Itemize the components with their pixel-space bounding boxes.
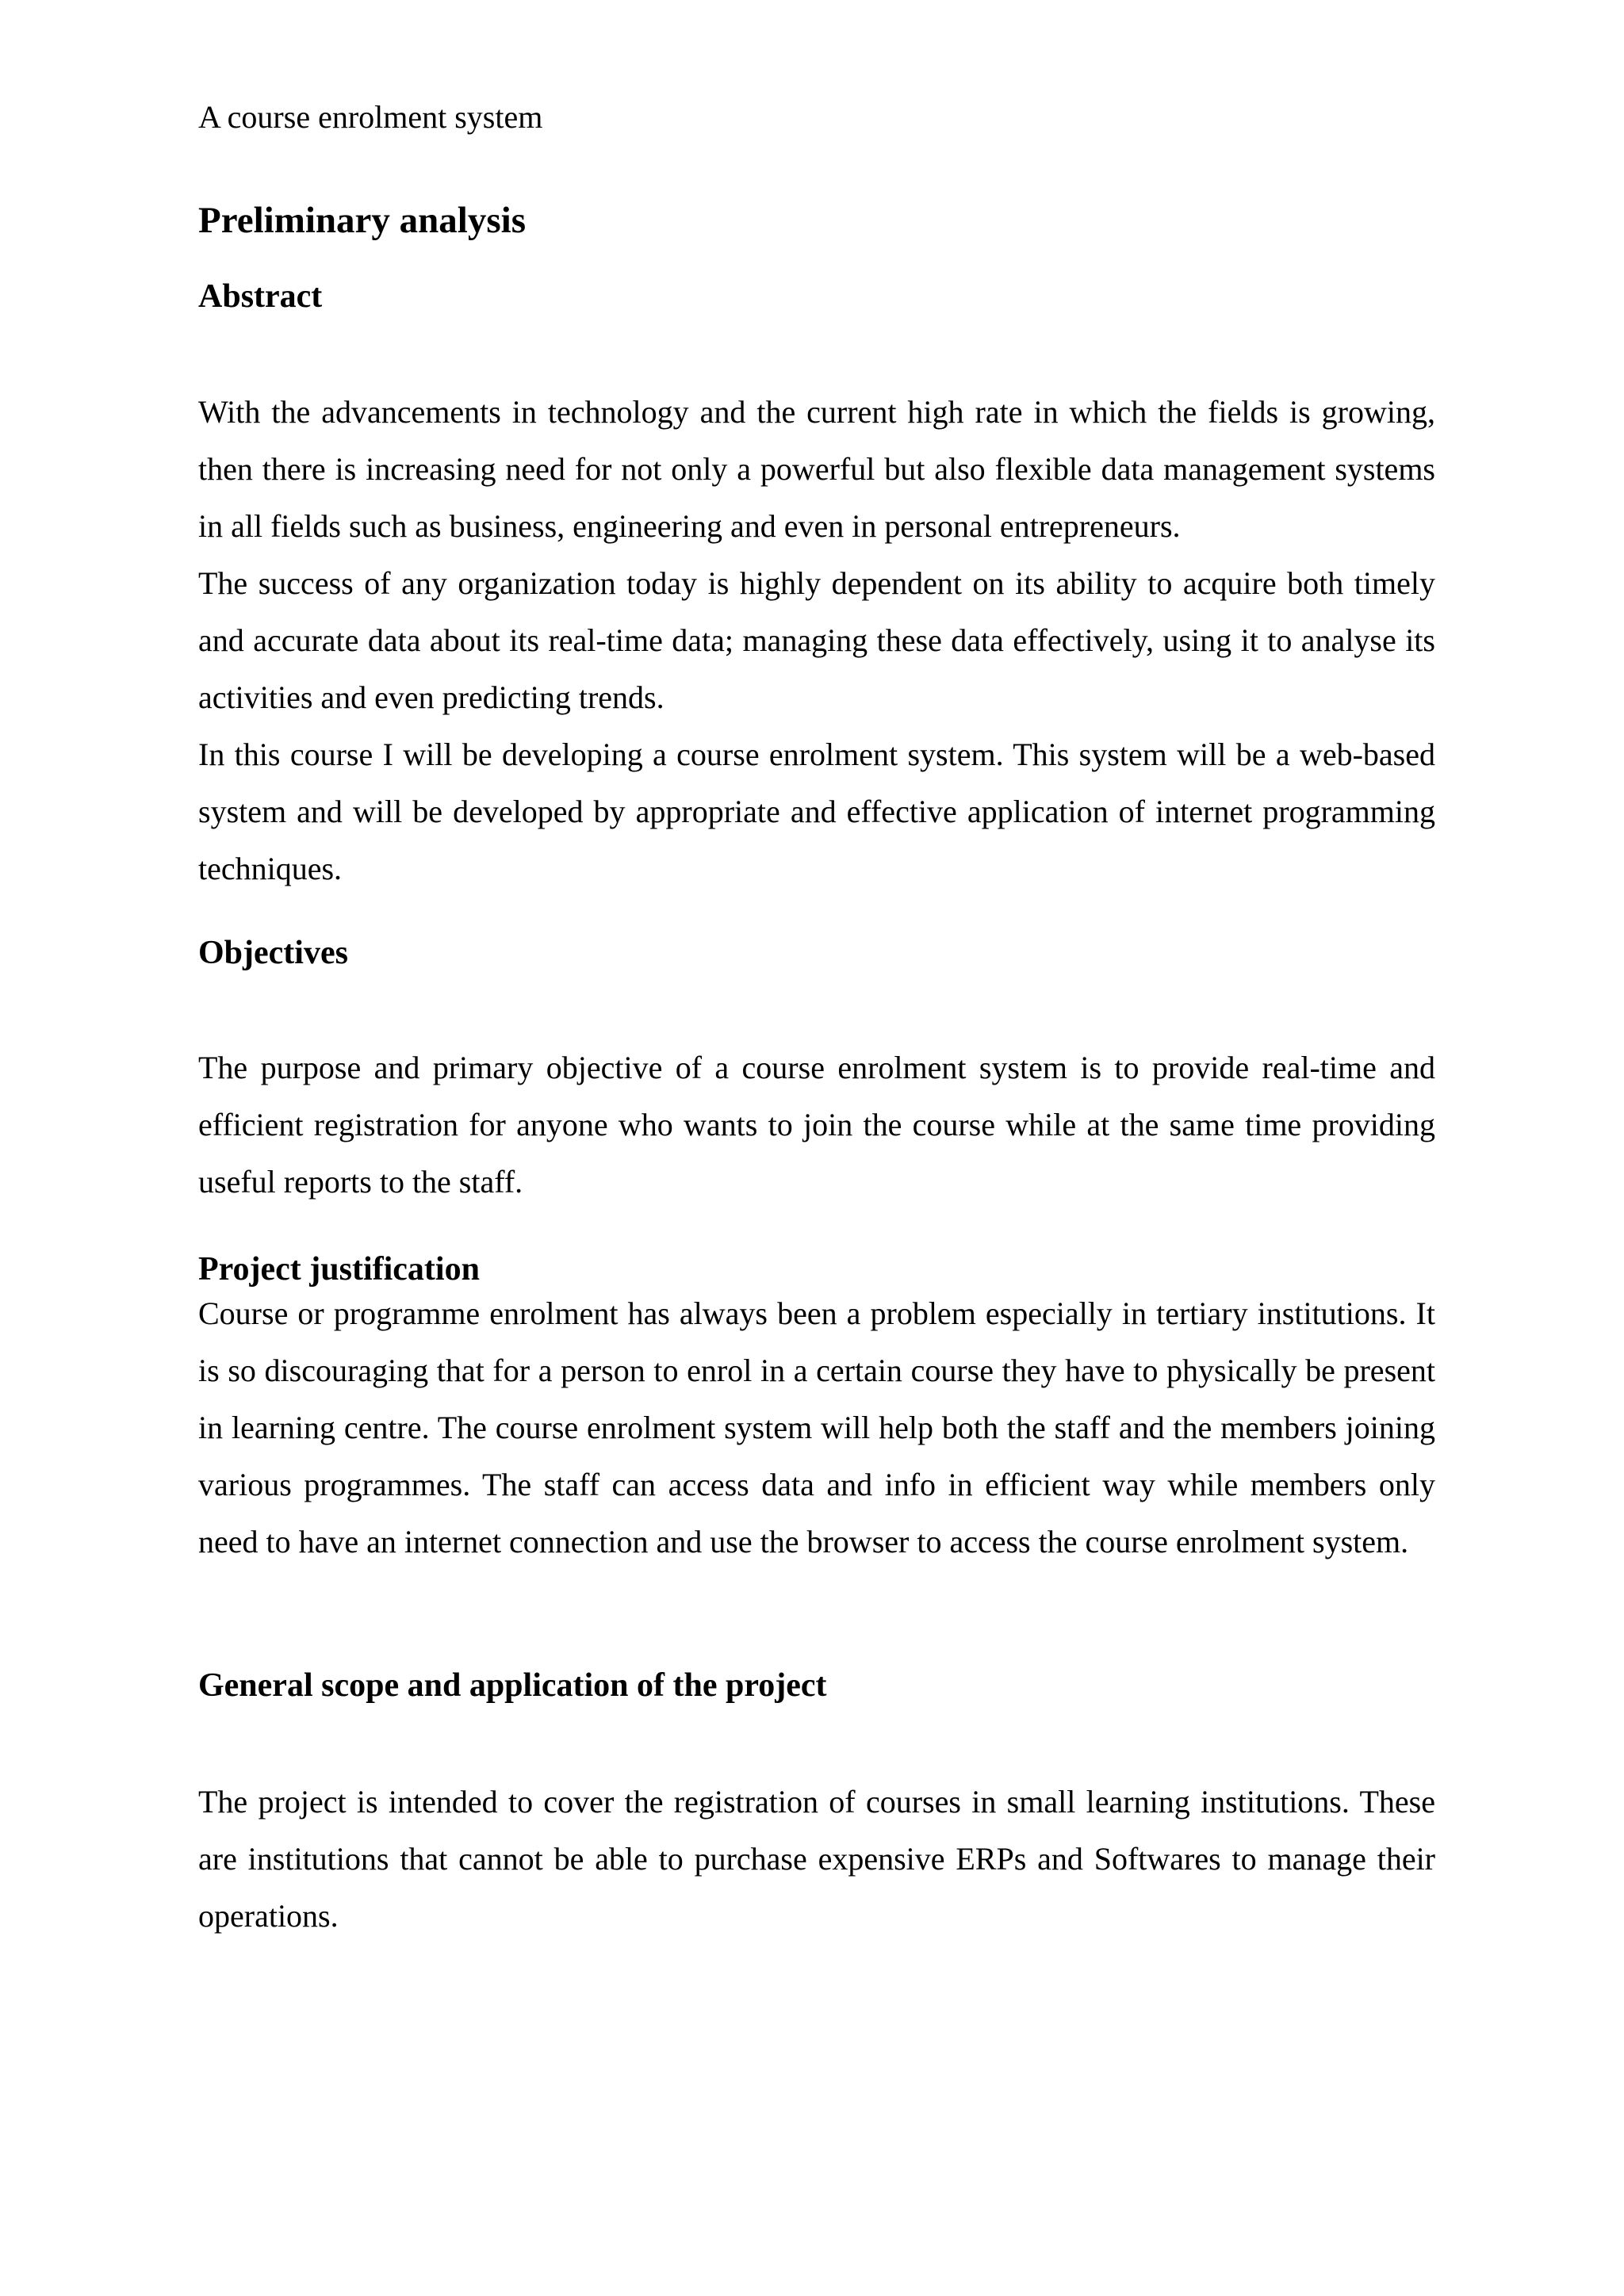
heading-general-scope: General scope and application of the project	[198, 1667, 827, 1704]
paragraph: The purpose and primary objective of a course enrolment system is to provide real-time and efficient registration for anyone who wants to join the course while at the same time providing useful reports to the staff.	[198, 1050, 1435, 1200]
paragraph: In this course I will be developing a course enrolment system. This system will be a web-based system and will be developed by appropriate and effective application of internet programming techniques.	[198, 737, 1435, 886]
paragraph: The success of any organization today is highly dependent on its ability to acquire both timely and accurate data about its real-time data; managing these data effectively, using it to analyse its activities and even predicting trends.	[198, 565, 1435, 715]
paragraph: The project is intended to cover the registration of courses in small learning institutions. These are institutions that cannot be able to purchase expensive ERPs and Softwares to manage their operations.	[198, 1784, 1435, 1934]
document-header: A course enrolment system	[198, 99, 543, 135]
document-title: Preliminary analysis	[198, 200, 526, 241]
heading-objectives: Objectives	[198, 935, 348, 971]
heading-project-justification: Project justification	[198, 1251, 480, 1288]
paragraph: Course or programme enrolment has always been a problem especially in tertiary institutions. It is so discouraging that for a person to enrol in a certain course they have to physically be present in learning centre. The course enrolment system will help both the staff and the members joining various programmes. The staff can access data and info in efficient way while members only need to have an internet connection and use the browser to access the course enrolment system.	[198, 1295, 1435, 1559]
paragraph: With the advancements in technology and the current high rate in which the fields is growing, then there is increasing need for not only a powerful but also flexible data management systems in all fields such as business, engineering and even in personal entrepreneurs.	[198, 394, 1435, 544]
heading-abstract: Abstract	[198, 278, 323, 315]
